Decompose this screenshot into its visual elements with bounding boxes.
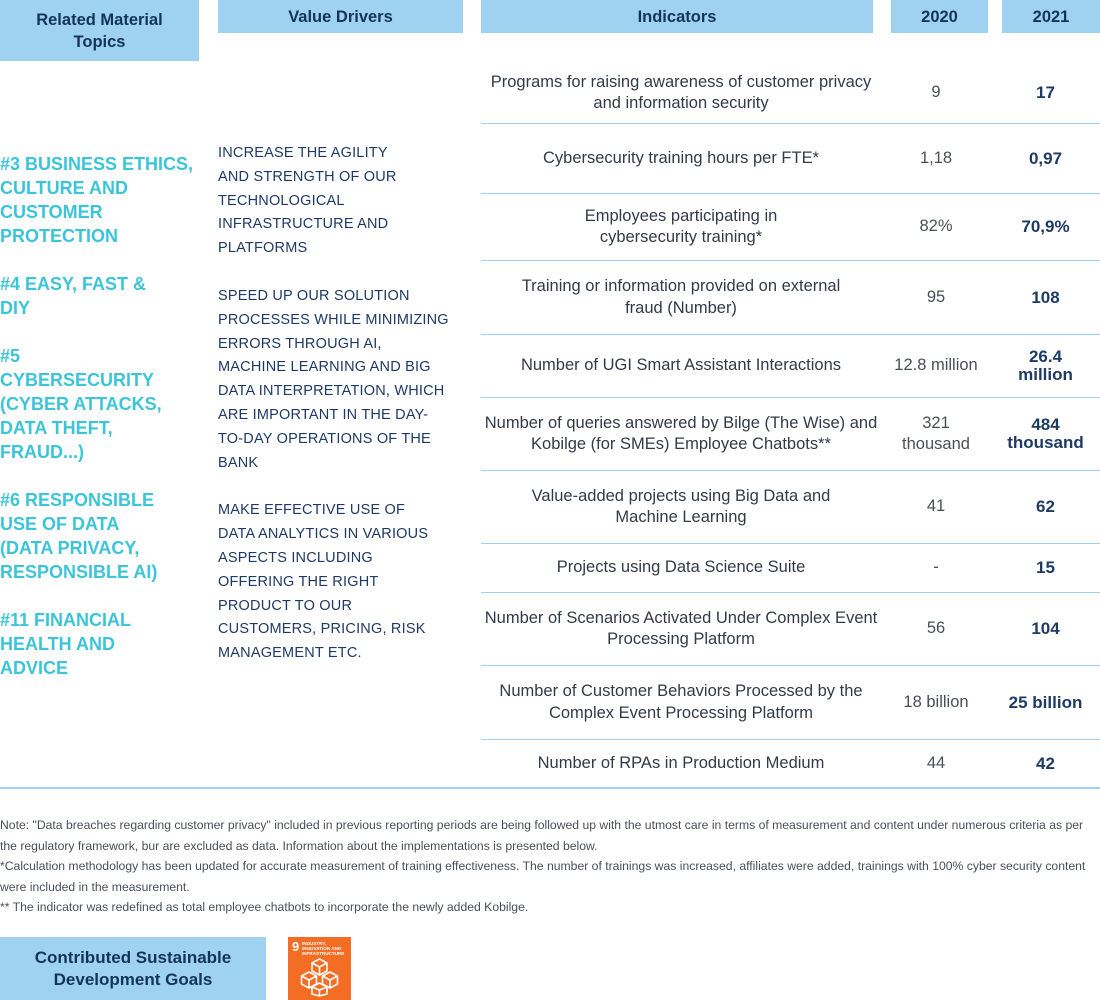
- value-2021-cell: 15: [1036, 558, 1055, 577]
- indicator-cell: Projects using Data Science Suite: [556, 558, 806, 577]
- table-row: [481, 398, 1100, 471]
- footnote: *Calculation methodology has been updated for accurate measurement of training effectiveness. The number of trainings was increased, affiliates were added, trainings with 100% cyber security content were included in the measurement.: [0, 859, 1086, 894]
- table-row: [481, 261, 1100, 335]
- infrastructure-cubes-icon: [297, 957, 342, 997]
- indicator-cell: Number of RPAs in Production Medium: [537, 754, 825, 773]
- header-indicators: [481, 0, 873, 33]
- footnote: ** The indicator was redefined as total employee chatbots to incorporate the newly added Kobilge.: [0, 900, 529, 914]
- sdg-9-badge: [288, 937, 351, 1000]
- value-2021-cell: 26.4 million: [1018, 347, 1073, 384]
- table-bottom-divider: [0, 787, 1100, 789]
- header-drivers: [218, 0, 463, 33]
- value-2020-cell: 56: [926, 619, 946, 638]
- value-2021-cell: 70,9%: [1021, 217, 1070, 236]
- header-year-2020: [891, 0, 988, 33]
- indicator-cell: Number of queries answered by Bilge (The Wise) and Kobilge (for SMEs) Employee Chatbots**: [484, 413, 878, 453]
- material-topics-list: [0, 152, 205, 704]
- material-topic: #6 RESPONSIBLE USE OF DATA (DATA PRIVACY, RESPONSIBLE AI): [0, 490, 158, 582]
- sdg-header-label: Contributed Sustainable Development Goals: [34, 947, 232, 989]
- indicator-cell: Training or information provided on external fraud (Number): [521, 277, 841, 317]
- value-2021-cell: 62: [1036, 497, 1055, 516]
- header-year-2021: [1002, 0, 1100, 33]
- value-2021-cell: 25 billion: [1008, 692, 1083, 712]
- value-driver: INCREASE THE AGILITY AND STRENGTH OF OUR TECHNOLOGICAL INFRASTRUCTURE AND PLATFORMS: [218, 145, 397, 257]
- header-topics: [0, 0, 199, 61]
- indicator-cell: Number of Customer Behaviors Processed by the Complex Event Processing Platform: [499, 682, 863, 722]
- sdg-title: INDUSTRY, INNOVATION AND INFRASTRUCTURE: [302, 941, 345, 957]
- header-year-2020-label: 2020: [921, 7, 958, 26]
- value-2021-cell: 484 thousand: [1007, 415, 1084, 452]
- header-drivers-label: Value Drivers: [288, 7, 393, 26]
- header-indicators-label: Indicators: [637, 7, 717, 26]
- value-2020-cell: 1,18: [919, 148, 953, 167]
- value-2020-cell: 18 billion: [903, 692, 969, 711]
- sdg-header: [0, 937, 266, 1000]
- indicator-cell: Employees participating in cybersecurity training*: [584, 206, 778, 246]
- value-2021-cell: 42: [1036, 754, 1055, 773]
- value-2020-cell: 41: [926, 497, 946, 516]
- table-row: [481, 544, 1100, 593]
- table-row: [481, 740, 1100, 788]
- value-2020-cell: 44: [926, 754, 946, 773]
- material-topic: #5 CYBERSECURITY (CYBER ATTACKS, DATA THEFT, FRAUD...): [0, 346, 162, 462]
- value-2021-cell: 17: [1036, 83, 1055, 102]
- table-row: [481, 666, 1100, 740]
- indicator-cell: Number of UGI Smart Assistant Interactions: [520, 356, 842, 375]
- footnotes: [0, 815, 1100, 918]
- table-row: [481, 63, 1100, 124]
- indicators-table: [481, 63, 1100, 788]
- material-topic: #4 EASY, FAST & DIY: [0, 274, 147, 318]
- footnote: Note: "Data breaches regarding customer privacy" included in previous reporting periods are being followed up with the utmost care in terms of measurement and content under numerous criteria as per the regulatory framework, bur are excluded as data. Information about the implementations is presented below.: [0, 818, 1084, 853]
- value-2020-cell: 12.8 million: [894, 356, 978, 375]
- value-2020-cell: 9: [931, 83, 941, 102]
- value-driver: MAKE EFFECTIVE USE OF DATA ANALYTICS IN VARIOUS ASPECTS INCLUDING OFFERING THE RIGHT PRODUCT TO OUR CUSTOMERS, PRICING, RISK MANAGEMENT ETC.: [218, 502, 429, 662]
- table-row: [481, 593, 1100, 666]
- material-topic: #3 BUSINESS ETHICS, CULTURE AND CUSTOMER PROTECTION: [0, 154, 194, 246]
- value-drivers-list: [218, 142, 458, 690]
- indicator-cell: Programs for raising awareness of customer privacy and information security: [490, 72, 872, 112]
- table-row: [481, 194, 1100, 261]
- value-2020-cell: -: [933, 558, 939, 577]
- table-row: [481, 335, 1100, 398]
- value-2020-cell: 95: [926, 287, 946, 306]
- header-topics-label: Related Material Topics: [36, 10, 163, 51]
- material-topic: #11 FINANCIAL HEALTH AND ADVICE: [0, 610, 131, 678]
- table-row: [481, 124, 1100, 194]
- value-driver: SPEED UP OUR SOLUTION PROCESSES WHILE MINIMIZING ERRORS THROUGH AI, MACHINE LEARNING AND BIG DATA INTERPRETATION, WHICH ARE IMPORTANT IN THE DAY-TO-DAY OPERATIONS OF THE BANK: [218, 287, 449, 471]
- indicator-cell: Cybersecurity training hours per FTE*: [542, 148, 820, 167]
- header-year-2021-label: 2021: [1032, 7, 1070, 26]
- value-2021-cell: 104: [1031, 619, 1060, 638]
- value-2020-cell: 321 thousand: [902, 413, 970, 453]
- value-2020-cell: 82%: [919, 217, 953, 236]
- value-2021-cell: 108: [1031, 287, 1060, 307]
- indicator-cell: Number of Scenarios Activated Under Complex Event Processing Platform: [484, 608, 878, 648]
- sdg-number: 9: [292, 939, 300, 954]
- table-row: [481, 471, 1100, 544]
- value-2021-cell: 0,97: [1028, 148, 1063, 168]
- indicator-cell: Value-added projects using Big Data and Machine Learning: [531, 486, 831, 526]
